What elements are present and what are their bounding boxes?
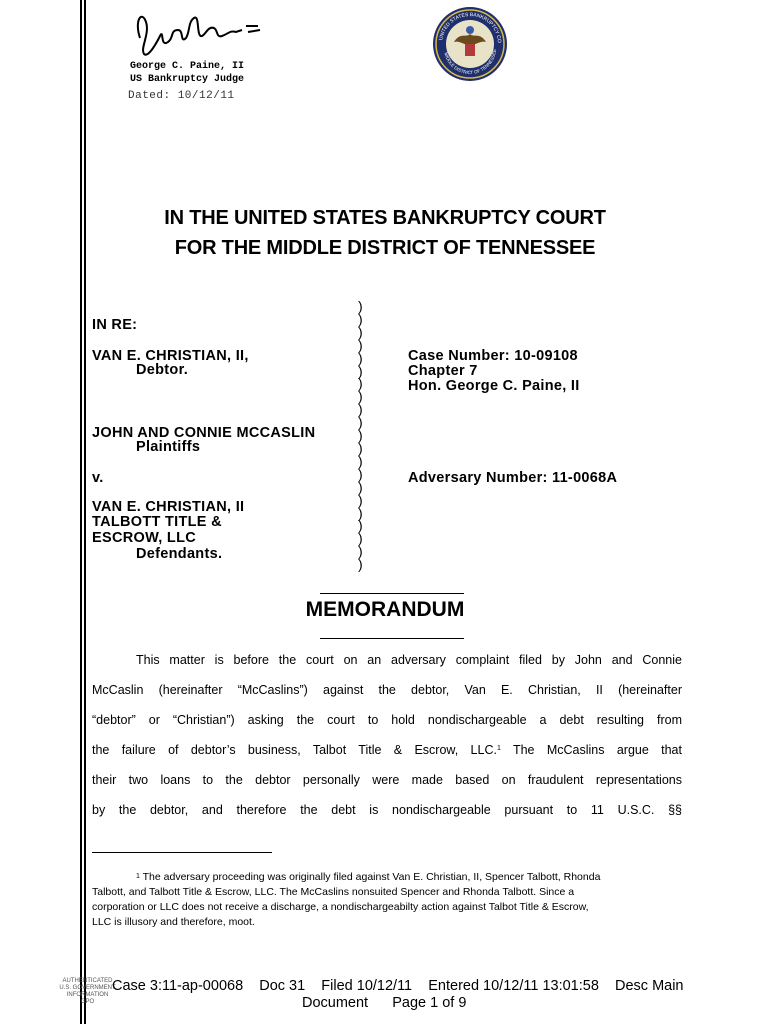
presiding-judge: Hon. George C. Paine, II [408, 378, 580, 394]
versus-label: v. [92, 470, 104, 486]
footnote-marker: 1 [136, 873, 140, 880]
seal-text-top: UNITED STATES BANKRUPTCY CO [438, 11, 503, 44]
case-number: Case Number: 10-09108 [408, 348, 578, 364]
memorandum-heading: MEMORANDUM [305, 598, 465, 621]
footnote-line-1 [92, 870, 682, 885]
debtor-name: VAN E. CHRISTIAN, II, [92, 348, 249, 364]
footnote-ref[interactable]: 1 [496, 745, 501, 752]
footnote [92, 870, 682, 930]
body-line-4 [92, 735, 682, 765]
chapter: Chapter 7 [408, 363, 478, 379]
footnote-line-1-text: The adversary proceeding was originally filed against Van E. Christian, II, Spencer Talbott, Rhonda [139, 871, 601, 883]
footer-line-2: Document Page 1 of 9 [302, 995, 467, 1011]
judge-name: George C. Paine, II [130, 61, 245, 72]
left-margin-line-2 [84, 0, 86, 1024]
plaintiffs-name: JOHN AND CONNIE MCCASLIN [92, 425, 316, 441]
court-title-line-2: FOR THE MIDDLE DISTRICT OF TENNESSEE [174, 237, 596, 259]
body-line-4-tail: The McCaslins argue that [500, 743, 682, 757]
court-title-line-1: IN THE UNITED STATES BANKRUPTCY COURT [164, 207, 606, 229]
body-line-6: by the debtor, and therefore the debt is nondischargeable pursuant to 11 U.S.C. §§ [92, 803, 682, 817]
footnote-rule [92, 852, 272, 853]
footnote-line-4: LLC is illusory and therefore, moot. [92, 916, 255, 928]
body-line-5: their two loans to the debtor personally were made based on fraudulent representations [92, 773, 682, 787]
footnote-line-3: corporation or LLC does not receive a discharge, a nondischargeabilty action against Talbot Title & Escrow, [92, 901, 589, 913]
defendant-2-line-2: ESCROW, LLC [92, 530, 196, 546]
ecf-footer [40, 978, 740, 1012]
defendant-2-line-1: TALBOTT TITLE & [92, 514, 222, 530]
adversary-number: Adversary Number: 11-0068A [408, 470, 618, 486]
body-line-3: “debtor” or “Christian”) asking the court to hold nondischargeable a debt resulting from [92, 713, 682, 727]
body-line-1: This matter is before the court on an adversary complaint filed by John and Connie [136, 653, 682, 667]
caption-parenthesis-column [358, 300, 363, 571]
memorandum-body [92, 645, 682, 825]
memo-rule-bottom [320, 638, 464, 639]
footnote-line-2: Talbott, and Talbott Title & Escrow, LLC. The McCaslins nonsuited Spencer and Rhonda Talbott. Since a [92, 886, 575, 898]
defendants-label: Defendants. [136, 546, 223, 562]
plaintiffs-label: Plaintiffs [136, 439, 201, 455]
footer-line-1: Case 3:11-ap-00068 Doc 31 Filed 10/12/11 Entered 10/12/11 13:01:58 Desc Main [112, 978, 684, 994]
judge-block [130, 60, 244, 86]
defendant-1: VAN E. CHRISTIAN, II [92, 499, 245, 515]
body-line-2: McCaslin (hereinafter “McCaslins”) against the debtor, Van E. Christian, II (hereinafter [92, 683, 682, 697]
judge-title: US Bankruptcy Judge [130, 74, 245, 85]
caption-parentheses: ) ) ) ) ) ) ) ) ) ) ) ) ) ) ) ) ) ) ) ) ) [358, 298, 363, 573]
left-margin-line-1 [80, 0, 82, 1024]
in-re-label: IN RE: [92, 317, 138, 333]
memo-rule-top [320, 593, 464, 594]
debtor-label: Debtor. [136, 362, 189, 378]
dated-stamp: Dated: 10/12/11 [128, 90, 235, 102]
court-seal-icon [432, 6, 508, 82]
body-line-4-text: the failure of debtor’s business, Talbot Title & Escrow, LLC. [92, 743, 497, 757]
seal-text-bottom: MIDDLE DISTRICT OF TENNESSEE [443, 48, 498, 76]
gpo-text: AUTHENTICATED U.S. GOVERNMENT INFORMATION GPO [59, 978, 116, 1005]
judge-signature-image [130, 8, 270, 63]
